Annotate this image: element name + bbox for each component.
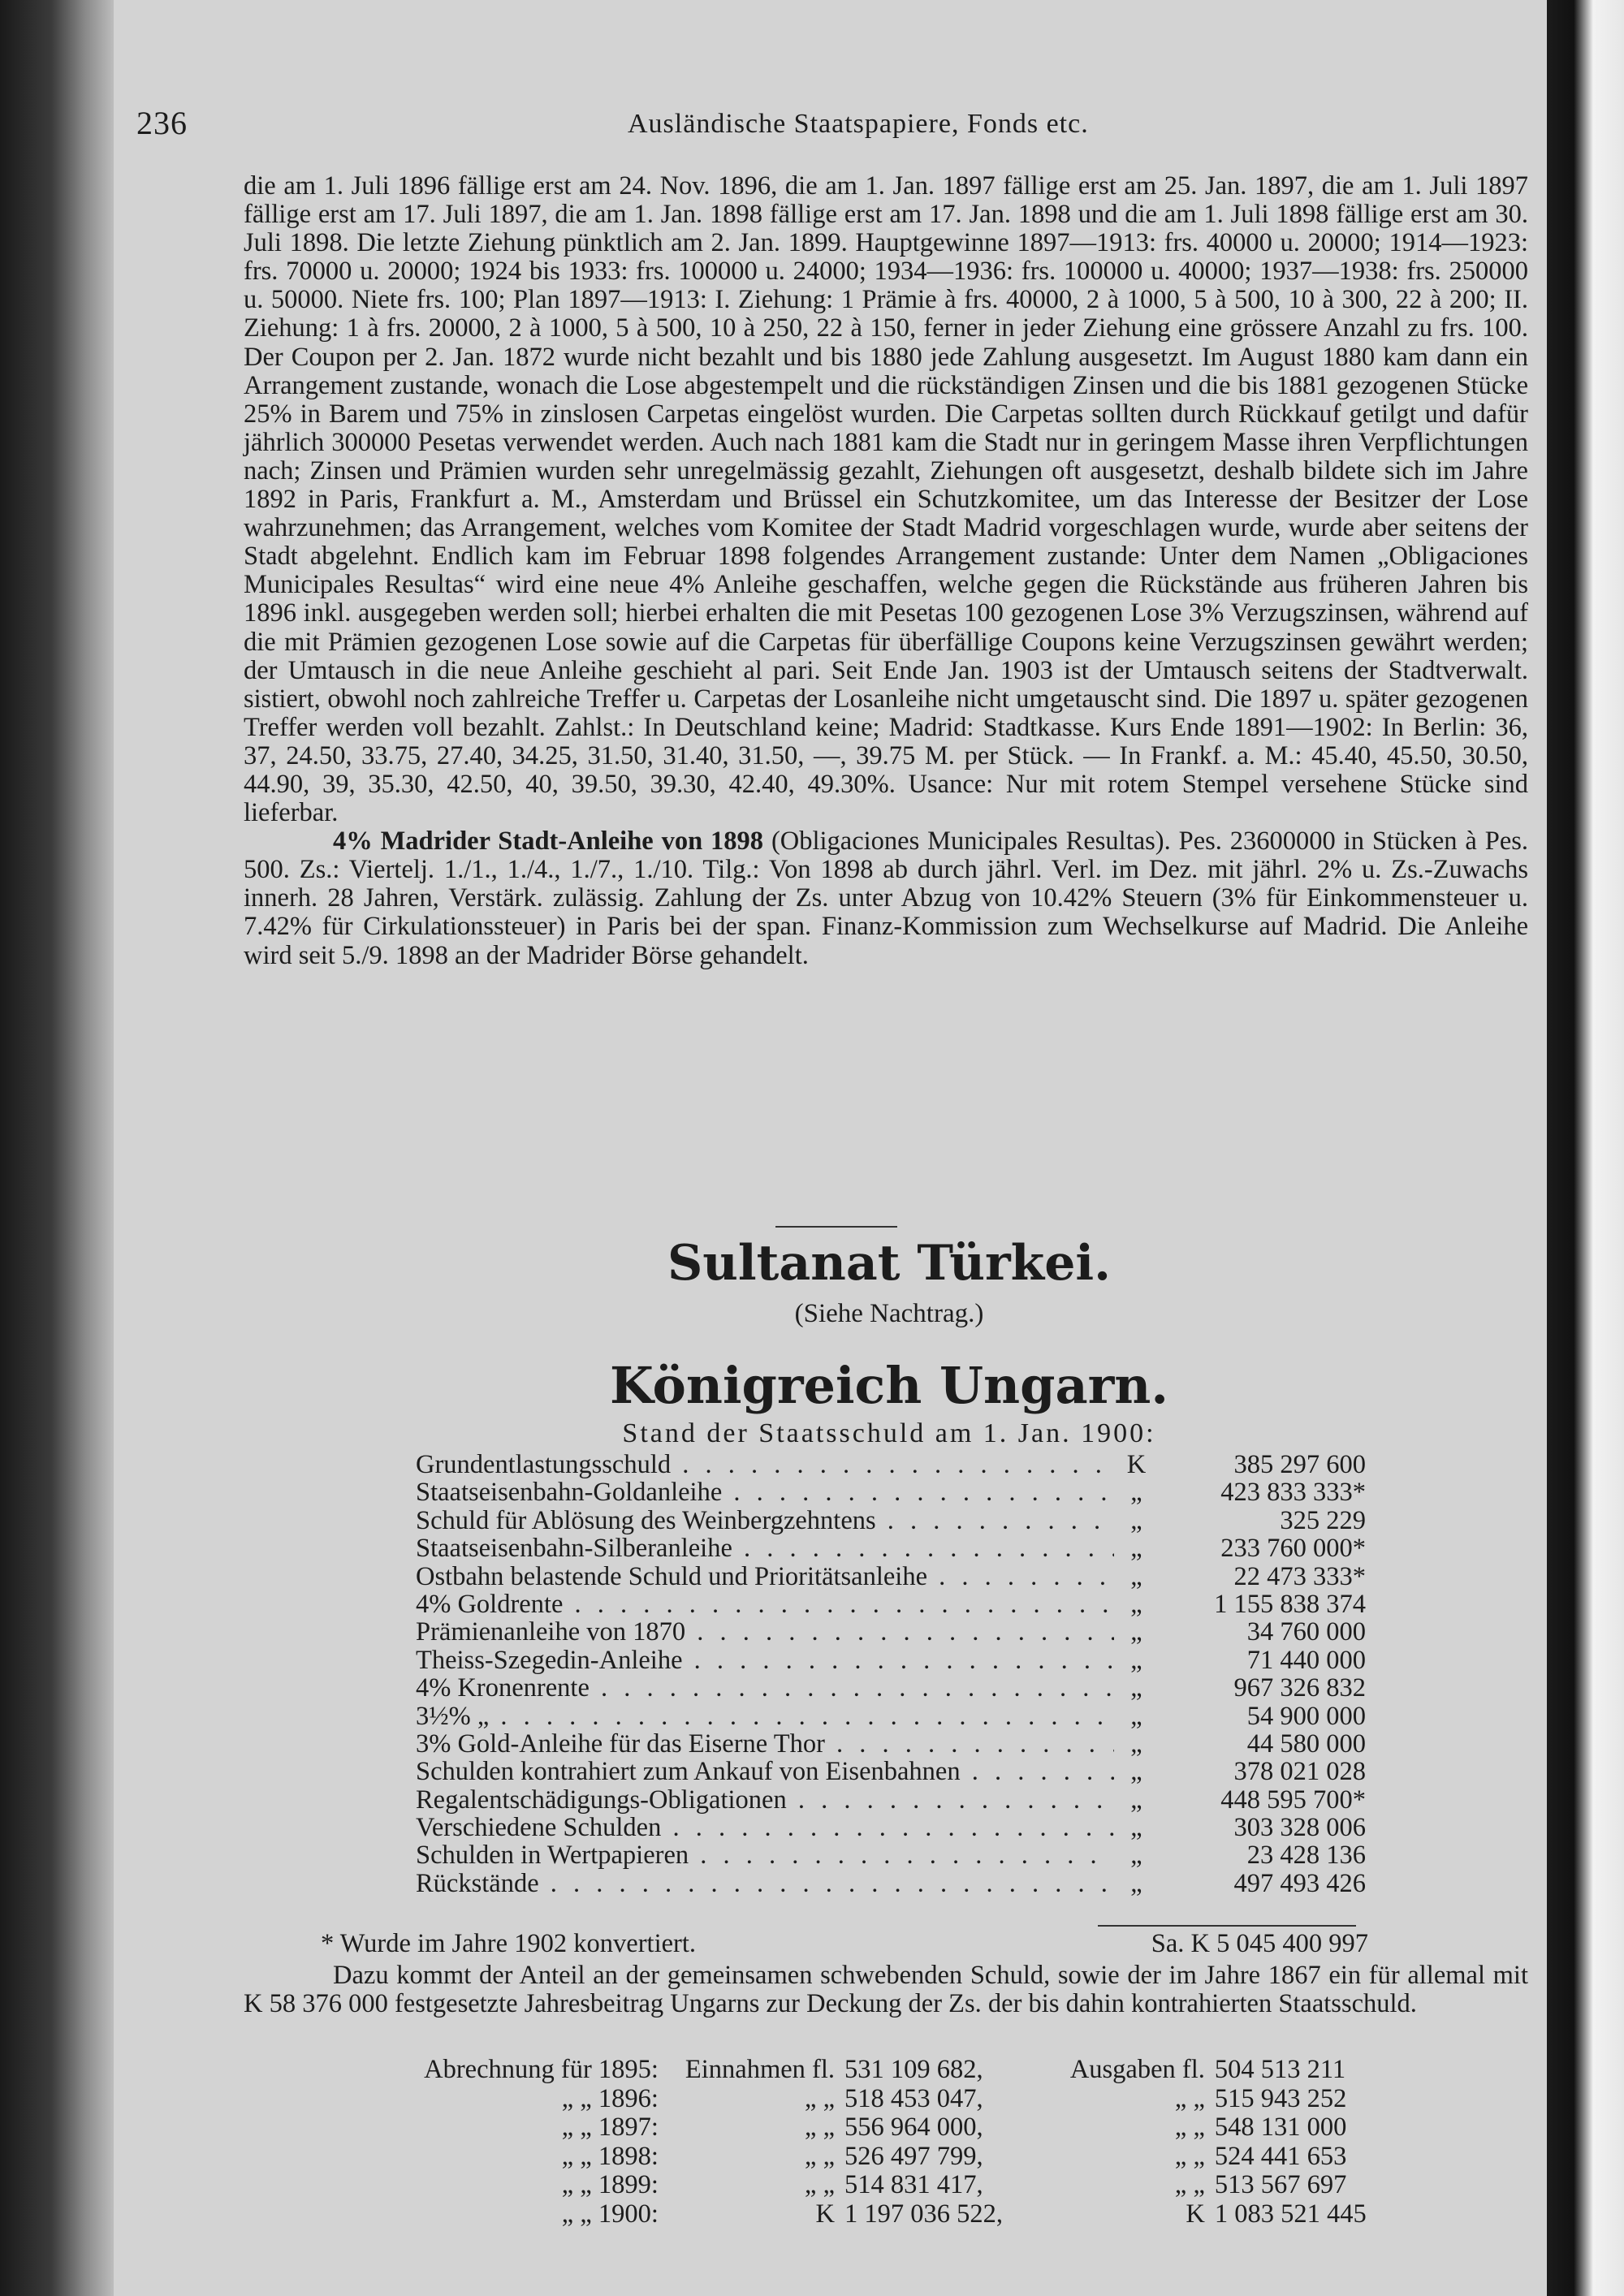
- income-label: „ „: [805, 2170, 836, 2199]
- debt-name: 3% Gold-Anleihe für das Eiserne Thor . . .: [416, 1730, 1114, 1758]
- page-number: 236: [136, 105, 188, 141]
- madrid-paragraph-2: [244, 827, 1528, 969]
- debt-row: [416, 1786, 1366, 1814]
- debt-currency: „: [1130, 1505, 1142, 1535]
- debt-name: Schulden kontrahiert zum Ankauf von Eisenbahnen . . .: [416, 1758, 1114, 1785]
- debt-amount: 423 833 333*: [1220, 1478, 1366, 1508]
- account-row: [365, 2113, 1405, 2143]
- debt-row: [416, 1507, 1366, 1534]
- debt-row: [416, 1563, 1366, 1590]
- debt-amount: 385 297 600: [1233, 1450, 1366, 1479]
- debt-currency: „: [1130, 1785, 1142, 1815]
- expense-label: „ „: [1174, 2170, 1205, 2199]
- expense-label: „ „: [1174, 2141, 1205, 2171]
- account-label: „ „ 1896:: [561, 2083, 659, 2113]
- scan-border-right: [1547, 0, 1624, 2296]
- debt-amount: 54 900 000: [1246, 1701, 1366, 1731]
- debt-row: [416, 1590, 1366, 1618]
- debt-name: Rückstände . . .: [416, 1870, 1114, 1897]
- debt-name: Verschiedene Schulden . . .: [416, 1814, 1114, 1841]
- debt-currency: K: [1126, 1450, 1147, 1479]
- debt-currency: „: [1130, 1813, 1142, 1843]
- debt-row: [416, 1703, 1366, 1730]
- debt-name: Ostbahn belastende Schuld und Prioritätsanleihe . . .: [416, 1563, 1114, 1590]
- debt-table: [416, 1451, 1366, 1897]
- debt-currency: „: [1130, 1841, 1142, 1871]
- income-label: „ „: [805, 2083, 836, 2113]
- debt-name: Prämienanleihe von 1870 . . .: [416, 1618, 1114, 1646]
- debt-name: Staatseisenbahn-Silberanleihe . . .: [416, 1534, 1114, 1562]
- debt-name: Staatseisenbahn-Goldanleihe . . .: [416, 1478, 1114, 1506]
- debt-footer: [321, 1929, 1368, 1959]
- sum-rule: [1098, 1925, 1356, 1927]
- debt-currency: „: [1130, 1589, 1142, 1619]
- income-value: 526 497 799,: [844, 2141, 983, 2171]
- expense-value: 524 441 653: [1214, 2141, 1347, 2171]
- debt-name: Grundentlastungsschuld . . .: [416, 1451, 1114, 1478]
- debt-row: [416, 1730, 1366, 1758]
- income-value: 1 197 036 522,: [844, 2199, 1004, 2229]
- expense-label: K: [1186, 2199, 1205, 2229]
- debt-amount: 44 580 000: [1246, 1728, 1366, 1759]
- expense-label: Ausgaben fl.: [1069, 2055, 1205, 2084]
- section-subtitle-turkei: (Siehe Nachtrag.): [794, 1299, 984, 1328]
- madrid-loan-text: [244, 172, 1528, 970]
- debt-amount: 1 155 838 374: [1214, 1589, 1366, 1619]
- income-label: Einnahmen fl.: [685, 2055, 836, 2084]
- debt-amount: 34 760 000: [1246, 1617, 1366, 1647]
- account-row: [365, 2200, 1405, 2229]
- expense-value: 515 943 252: [1214, 2083, 1347, 2113]
- debt-currency: „: [1130, 1645, 1142, 1675]
- madrid-paragraph-1: die am 1. Juli 1896 fällige erst am 24. Nov. 1896, die am 1. Jan. 1897 fällige erst am 25. Jan. 1897, die am 1. Juli 1897 fällige erst am 17. Juli 1897, die am 1. Jan. 1898 fällige erst am 17. Jan. 1898 und die am 1. Juli 1898 fällige erst am 30. Juli 1898. Die letzte Ziehung pünktlich am 2. Jan. 1899. Hauptgewinne 1897—1913: frs. 40000 u. 20000; 1914—1923: frs. 70000 u. 20000; 1924 bis 1933: frs. 100000 u. 24000; 1934—1936: frs. 100000 u. 40000; 1937—1938: frs. 250000 u. 50000. Niete frs. 100; Plan 1897—1913: I. Ziehung: 1 Prämie à frs. 40000, 2 à 1000, 5 à 500, 10 à 300, 22 à 200; II. Ziehung: 1 à frs. 20000, 2 à 1000, 5 à 500, 10 à 250, 22 à 150, ferner in jeder Ziehung eine grössere Anzahl zu frs. 100. Der Coupon per 2. Jan. 1872 wurde nicht bezahlt und bis 1880 jede Zahlung ausgesetzt. Im August 1880 kam dann ein Arrangement zustande, wonach die Lose abgestempelt und die rückständigen Zinsen und die bis 1881 gezogenen Stücke 25% in Barem und 75% in zinslosen Carpetas eingelöst wurden. Die Carpetas sollten durch Rückkauf getilgt und dafür jährlich 300000 Pesetas verwendet werden. Auch nach 1881 kam die Stadt nur in geringem Masse ihren Verpflichtungen nach; Zinsen und Prämien wurden sehr unregelmässig gezahlt, Ziehungen oft ausgesetzt, deshalb bildete sich im Jahre 1892 in Paris, Frankfurt a. M., Amsterdam und Brüssel ein Schutzkomitee, um das Interesse der Besitzer der Lose wahrzunehmen; das Arrangement, welches vom Komitee der Stadt Madrid vorgeschlagen wurde, wurde aber seitens der Stadt abgelehnt. Endlich kam im Februar 1898 folgendes Arrangement zustande: Unter dem Namen „Obligaciones Municipales Resultas“ wird eine neue 4% Anleihe geschaffen, welche gegen die Rückstände aus früheren Jahren bis 1896 inkl. ausgegeben werden soll; hierbei erhalten die mit Pesetas 100 gezogenen Lose 3% Verzugszinsen, während auf die mit Prämien gezogenen Lose sowie auf die Carpetas für überfällige Coupons keine Verzugszinsen gewährt werden; der Umtausch in die neue Anleihe geschieht al pari. Seit Ende Jan. 1903 ist der Umtausch seitens der Stadtverwalt. sistiert, obwohl noch zahlreiche Treffer u. Carpetas der Losanleihe nicht umgetauscht sind. Die 1897 u. später gezogenen Treffer werden voll bezahlt. Zahlst.: In Deutschland keine; Madrid: Stadtkasse. Kurs Ende 1891—1902: In Berlin: 36, 37, 24.50, 33.75, 27.40, 34.25, 31.50, 31.40, 31.50, —, 39.75 M. per Stück. — In Frankf. a. M.: 45.40, 45.50, 30.50, 44.90, 39, 35.30, 42.50, 40, 39.50, 39.30, 42.40, 49.30%. Usance: Nur mit rotem Stempel versehene Stücke sind lieferbar.: [244, 171, 1528, 828]
- income-label: „ „: [805, 2113, 836, 2142]
- scan-border-left: [0, 0, 114, 2296]
- debt-name: 3½% „ . . .: [416, 1703, 1114, 1730]
- expense-value: 548 131 000: [1214, 2113, 1347, 2142]
- debt-row: [416, 1814, 1366, 1841]
- income-label: „ „: [805, 2141, 836, 2171]
- account-row: [365, 2085, 1405, 2114]
- section-subtitle-ungarn: Stand der Staatsschuld am 1. Jan. 1900:: [622, 1418, 1156, 1448]
- debt-currency: „: [1130, 1534, 1142, 1564]
- debt-name: Schulden in Wertpapieren . . .: [416, 1841, 1114, 1869]
- income-label: K: [815, 2199, 836, 2229]
- expense-label: „ „: [1174, 2113, 1205, 2142]
- expense-value: 513 567 697: [1214, 2170, 1347, 2199]
- debt-name: 4% Goldrente . . .: [416, 1590, 1114, 1618]
- account-row: [365, 2056, 1405, 2085]
- account-row: [365, 2143, 1405, 2172]
- debt-amount: 23 428 136: [1246, 1841, 1366, 1871]
- account-label: „ „ 1898:: [561, 2141, 659, 2171]
- debt-row: [416, 1451, 1366, 1478]
- debt-name: Theiss-Szegedin-Anleihe . . .: [416, 1646, 1114, 1674]
- income-value: 518 453 047,: [844, 2083, 983, 2113]
- debt-currency: „: [1130, 1701, 1142, 1731]
- debt-currency: „: [1130, 1728, 1142, 1759]
- account-label: „ „ 1900:: [561, 2199, 659, 2229]
- footnote: * Wurde im Jahre 1902 konvertiert.: [321, 1929, 696, 1958]
- section-title-turkei: Sultanat Türkei.: [667, 1235, 1112, 1292]
- debt-amount: 71 440 000: [1246, 1645, 1366, 1675]
- page-header: [136, 104, 1517, 145]
- debt-row: [416, 1646, 1366, 1674]
- debt-row: [416, 1758, 1366, 1785]
- debt-currency: „: [1130, 1757, 1142, 1787]
- debt-currency: „: [1130, 1617, 1142, 1647]
- debt-amount: 497 493 426: [1233, 1868, 1366, 1898]
- debt-currency: „: [1130, 1868, 1142, 1898]
- debt-currency: „: [1130, 1673, 1142, 1703]
- income-value: 514 831 417,: [844, 2170, 983, 2199]
- debt-name: Regalentschädigungs-Obligationen . . .: [416, 1786, 1114, 1814]
- section-divider: [775, 1226, 897, 1228]
- account-label: Abrechnung für 1895:: [424, 2055, 659, 2084]
- debt-row: [416, 1674, 1366, 1702]
- expense-value: 504 513 211: [1214, 2055, 1346, 2084]
- income-value: 531 109 682,: [844, 2055, 983, 2084]
- debt-currency: „: [1130, 1561, 1142, 1591]
- debt-amount: 233 760 000*: [1220, 1534, 1366, 1564]
- madrid-loan-title: 4% Madrider Stadt-Anleihe von 1898: [333, 826, 764, 857]
- account-label: „ „ 1897:: [561, 2113, 659, 2142]
- expense-label: „ „: [1174, 2083, 1205, 2113]
- debt-amount: 22 473 333*: [1233, 1561, 1366, 1591]
- debt-row: [416, 1478, 1366, 1506]
- madrid-loan-details: (Obligaciones Municipales Resultas). Pes. 23600000 in Stücken à Pes. 500. Zs.: Viertelj. 1./1., 1./4., 1./7., 1./10. Tilg.: Von 1898 ab durch jährl. Verl. im Dez. mit jährl. 2% u. Zs.-Zuwachs innerh. 28 Jahren, Verstärk. zulässig. Zahlung der Zs. unter Abzug von 10.42% Steuern (3% für Einkommensteuer u. 7.42% für Cirkulationssteuer) in Paris bei der span. Finanz-Kommission zum Wechselkurse auf Madrid. Die Anleihe wird seit 5./9. 1898 an der Madrider Börse gehandelt.: [244, 826, 1529, 970]
- running-head: Ausländische Staatspapiere, Fonds etc.: [628, 109, 1089, 139]
- accounts-table: [365, 2056, 1405, 2229]
- debt-name: 4% Kronenrente . . .: [416, 1674, 1114, 1702]
- ungarn-text: [244, 1962, 1528, 2018]
- income-value: 556 964 000,: [844, 2113, 983, 2142]
- debt-total: Sa. K 5 045 400 997: [1151, 1929, 1368, 1958]
- debt-name: Schuld für Ablösung des Weinbergzehntens . . .: [416, 1507, 1114, 1534]
- debt-currency: „: [1130, 1478, 1142, 1508]
- debt-amount: 448 595 700*: [1220, 1785, 1366, 1815]
- debt-row: [416, 1618, 1366, 1646]
- debt-row: [416, 1870, 1366, 1897]
- debt-row: [416, 1841, 1366, 1869]
- ungarn-paragraph: Dazu kommt der Anteil an der gemeinsamen schwebenden Schuld, sowie der im Jahre 1867 ein für allemal mit K 58 376 000 festgesetzte Jahresbeitrag Ungarns zur Deckung der Zs. der bis dahin kontrahierten Staatsschuld.: [244, 1961, 1528, 2019]
- debt-amount: 967 326 832: [1233, 1673, 1366, 1703]
- debt-amount: 303 328 006: [1233, 1813, 1366, 1843]
- debt-amount: 325 229: [1280, 1505, 1366, 1535]
- account-label: „ „ 1899:: [561, 2170, 659, 2199]
- debt-row: [416, 1534, 1366, 1562]
- expense-value: 1 083 521 445: [1214, 2199, 1367, 2229]
- debt-amount: 378 021 028: [1233, 1757, 1366, 1787]
- section-title-ungarn: Königreich Ungarn.: [610, 1356, 1168, 1415]
- account-row: [365, 2171, 1405, 2200]
